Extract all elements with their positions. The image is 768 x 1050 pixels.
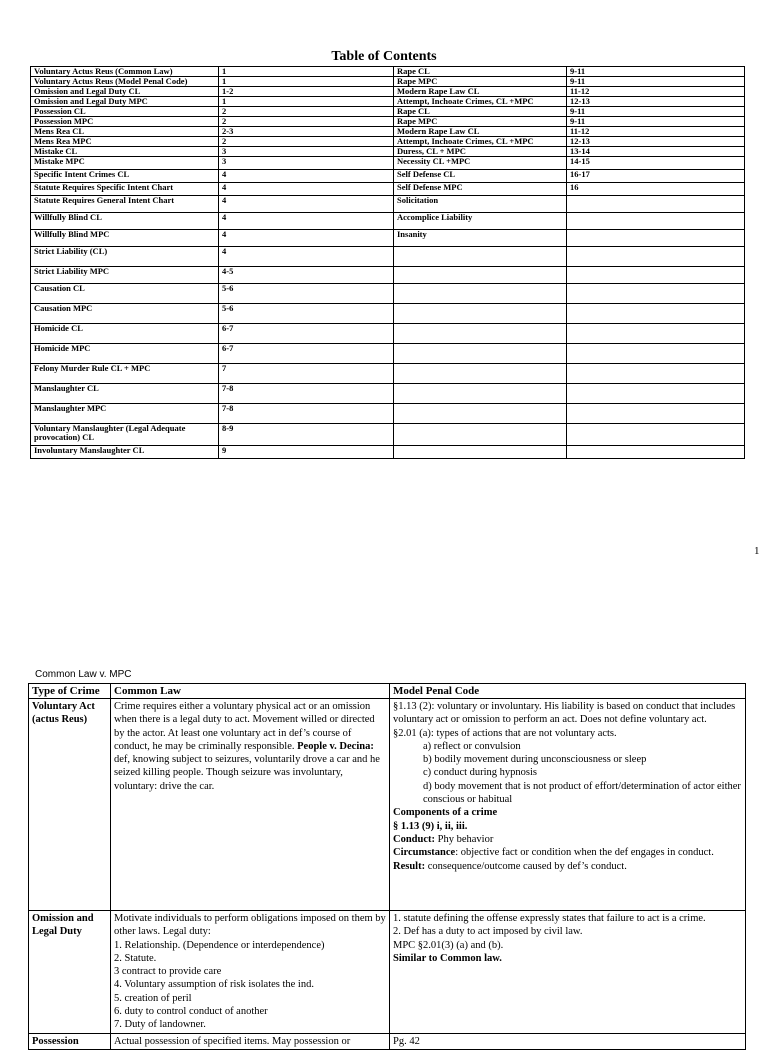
components-heading: Components of a crime: [393, 807, 498, 819]
toc-topic: Self Defense CL: [394, 170, 567, 183]
toc-topic: Homicide CL: [31, 324, 219, 344]
toc-page: 9-11: [567, 117, 745, 127]
cl-voluntary-act-text: Crime requires either a voluntary physical act or an omission when there is a legal duty to act. Movement willed or directed by the actor. At least one voluntary act in def’s course of conduct, he may be criminally responsible.: [114, 701, 375, 752]
toc-page: 4: [219, 196, 394, 213]
toc-page: 7-8: [219, 404, 394, 424]
toc-row: [31, 284, 745, 304]
mpc-list-item: a) reflect or convulsion: [423, 740, 521, 752]
toc-topic: Felony Murder Rule CL + MPC: [31, 364, 219, 384]
circumstance-text: : objective fact or condition when the def engages in conduct.: [455, 847, 714, 859]
toc-topic: Willfully Blind MPC: [31, 230, 219, 247]
toc-page: 4: [219, 230, 394, 247]
cl-omission-line: 3 contract to provide care: [114, 966, 222, 978]
conduct-label: Conduct:: [393, 833, 436, 845]
cl-omission-line: 5. creation of peril: [114, 992, 192, 1004]
row-possession: [29, 1034, 746, 1050]
toc-topic: Possession CL: [31, 107, 219, 117]
toc-topic: Voluntary Manslaughter (Legal Adequate provocation) CL: [31, 424, 219, 446]
cl-voluntary-act: [111, 699, 390, 911]
toc-topic: Mens Rea CL: [31, 127, 219, 137]
toc-topic: [394, 364, 567, 384]
toc-topic: Necessity CL +MPC: [394, 157, 567, 170]
mpc-list-item: c) conduct during hypnosis: [423, 767, 538, 779]
toc-page: 2: [219, 137, 394, 147]
toc-topic: Mens Rea MPC: [31, 137, 219, 147]
toc-row: [31, 147, 745, 157]
conduct-text: Phy behavior: [437, 833, 494, 845]
toc-row: [31, 304, 745, 324]
toc-page: 1: [219, 77, 394, 87]
comparison-header-row: [29, 684, 746, 699]
components-reference: § 1.13 (9) i, ii, iii.: [393, 820, 468, 832]
toc-topic: Duress, CL + MPC: [394, 147, 567, 157]
toc-row: [31, 424, 745, 446]
result-text: consequence/outcome caused by def’s conduct.: [427, 860, 627, 872]
toc-row: [31, 127, 745, 137]
toc-row: [31, 364, 745, 384]
toc-page: 5-6: [219, 304, 394, 324]
toc-topic: Specific Intent Crimes CL: [31, 170, 219, 183]
toc-row: [31, 183, 745, 196]
mpc-omission-line: MPC §2.01(3) (a) and (b).: [393, 939, 504, 951]
toc-page: 16-17: [567, 170, 745, 183]
toc-row: [31, 97, 745, 107]
toc-page: 16: [567, 183, 745, 196]
toc-topic: Manslaughter MPC: [31, 404, 219, 424]
toc-row: [31, 267, 745, 284]
toc-row: [31, 77, 745, 87]
toc-page: [567, 424, 745, 446]
toc-topic: [394, 404, 567, 424]
toc-page: 12-13: [567, 97, 745, 107]
toc-table: [30, 66, 745, 459]
toc-page: 4: [219, 170, 394, 183]
mpc-possession: Pg. 42: [390, 1034, 746, 1050]
toc-page: 6-7: [219, 324, 394, 344]
toc-row: [31, 196, 745, 213]
toc-page: [567, 247, 745, 267]
toc-topic: Solicitation: [394, 196, 567, 213]
toc-page: 2: [219, 107, 394, 117]
toc-topic: Mistake CL: [31, 147, 219, 157]
toc-page: [567, 344, 745, 364]
toc-page: 13-14: [567, 147, 745, 157]
toc-page: 5-6: [219, 284, 394, 304]
row-voluntary-act: [29, 699, 746, 911]
mpc-similar-note: Similar to Common law.: [393, 952, 502, 964]
toc-page: [567, 284, 745, 304]
toc-topic: Statute Requires Specific Intent Chart: [31, 183, 219, 196]
toc-page: 4: [219, 213, 394, 230]
toc-page: [567, 404, 745, 424]
toc-page: 7-8: [219, 384, 394, 404]
toc-page: 12-13: [567, 137, 745, 147]
toc-topic: Insanity: [394, 230, 567, 247]
toc-page: [567, 196, 745, 213]
result-label: Result:: [393, 860, 426, 872]
cl-omission-line: 4. Voluntary assumption of risk isolates the ind.: [114, 979, 314, 991]
toc-topic: Modern Rape Law CL: [394, 87, 567, 97]
toc-page: 6-7: [219, 344, 394, 364]
toc-topic: Strict Liability MPC: [31, 267, 219, 284]
toc-row: [31, 213, 745, 230]
toc-page: 11-12: [567, 127, 745, 137]
toc-page: [567, 364, 745, 384]
toc-page: [567, 324, 745, 344]
toc-topic: Rape CL: [394, 107, 567, 117]
toc-page: [567, 304, 745, 324]
toc-topic: Manslaughter CL: [31, 384, 219, 404]
toc-page: 9-11: [567, 67, 745, 77]
toc-row: [31, 137, 745, 147]
toc-row: [31, 247, 745, 267]
mpc-voluntary-act: [390, 699, 746, 911]
mpc-list-item: d) body movement that is not product of effort/determination of actor either conscious or habitual: [423, 780, 741, 806]
toc-page: 4: [219, 247, 394, 267]
toc-topic: [394, 247, 567, 267]
cl-omission-line: 2. Statute.: [114, 952, 157, 964]
header-type-of-crime: Type of Crime: [29, 684, 111, 699]
type-possession: Possession: [29, 1034, 111, 1050]
toc-topic: [394, 284, 567, 304]
toc-topic: Mistake MPC: [31, 157, 219, 170]
toc-row: [31, 230, 745, 247]
circumstance-label: Circumstance: [393, 847, 456, 859]
toc-topic: Willfully Blind CL: [31, 213, 219, 230]
mpc-omission-line: 2. Def has a duty to act imposed by civil law.: [393, 926, 583, 938]
toc-row: [31, 67, 745, 77]
toc-page: [567, 213, 745, 230]
row-omission-legal-duty: [29, 911, 746, 1034]
comparison-caption: Common Law v. MPC: [35, 669, 132, 680]
toc-page: [567, 384, 745, 404]
toc-topic: Causation CL: [31, 284, 219, 304]
toc-row: [31, 157, 745, 170]
cl-omission-line: 1. Relationship. (Dependence or interdependence): [114, 939, 325, 951]
toc-row: [31, 87, 745, 97]
toc-topic: Rape MPC: [394, 117, 567, 127]
mpc-omission-line: 1. statute defining the offense expressly states that failure to act is a crime.: [393, 913, 706, 924]
comparison-table: [28, 683, 746, 1050]
toc-topic: Attempt, Inchoate Crimes, CL +MPC: [394, 97, 567, 107]
cl-omission-legal-duty: [111, 911, 390, 1034]
toc-topic: Involuntary Manslaughter CL: [31, 446, 219, 459]
header-common-law: Common Law: [111, 684, 390, 699]
toc-page: 3: [219, 157, 394, 170]
page-number: 1: [754, 545, 760, 557]
toc-page: 11-12: [567, 87, 745, 97]
toc-topic: Omission and Legal Duty CL: [31, 87, 219, 97]
toc-page: 9-11: [567, 77, 745, 87]
mpc-section-201: §2.01 (a): types of actions that are not voluntary acts.: [393, 727, 617, 739]
toc-topic: Accomplice Liability: [394, 213, 567, 230]
toc-topic: Attempt, Inchoate Crimes, CL +MPC: [394, 137, 567, 147]
toc-page: [567, 230, 745, 247]
toc-topic: Self Defense MPC: [394, 183, 567, 196]
toc-page: 1-2: [219, 87, 394, 97]
toc-page: [567, 267, 745, 284]
toc-row: [31, 324, 745, 344]
type-voluntary-act: Voluntary Act (actus Reus): [29, 699, 111, 911]
toc-topic: [394, 344, 567, 364]
toc-row: [31, 117, 745, 127]
mpc-omission-legal-duty: [390, 911, 746, 1034]
toc-row: [31, 384, 745, 404]
toc-topic: [394, 304, 567, 324]
toc-row: [31, 107, 745, 117]
toc-page: 3: [219, 147, 394, 157]
toc-topic: Omission and Legal Duty MPC: [31, 97, 219, 107]
toc-topic: [394, 424, 567, 446]
toc-topic: Possession MPC: [31, 117, 219, 127]
toc-page: 1: [219, 67, 394, 77]
toc-topic: Rape MPC: [394, 77, 567, 87]
toc-topic: [394, 446, 567, 459]
case-name-people-v-decina: People v. Decina:: [297, 740, 374, 752]
toc-row: [31, 170, 745, 183]
toc-page: 9-11: [567, 107, 745, 117]
toc-title: Table of Contents: [331, 49, 437, 64]
toc-row: [31, 344, 745, 364]
cl-omission-line: Motivate individuals to perform obligations imposed on them by other laws. Legal duty:: [114, 913, 386, 938]
header-model-penal-code: Model Penal Code: [390, 684, 746, 699]
toc-row: [31, 404, 745, 424]
toc-topic: Voluntary Actus Reus (Common Law): [31, 67, 219, 77]
toc-page: 14-15: [567, 157, 745, 170]
toc-page: 9: [219, 446, 394, 459]
toc-topic: [394, 324, 567, 344]
toc-page: 2: [219, 117, 394, 127]
toc-topic: Causation MPC: [31, 304, 219, 324]
toc-topic: Rape CL: [394, 67, 567, 77]
toc-page: 7: [219, 364, 394, 384]
cl-omission-line: 6. duty to control conduct of another: [114, 1006, 268, 1018]
toc-topic: Homicide MPC: [31, 344, 219, 364]
toc-page: 4-5: [219, 267, 394, 284]
toc-topic: Statute Requires General Intent Chart: [31, 196, 219, 213]
toc-page: 4: [219, 183, 394, 196]
mpc-intro: §1.13 (2): voluntary or involuntary. His liability is based on conduct that includes voluntary act or omission to perform an act. Does not define voluntary act.: [393, 701, 736, 726]
cl-possession: Actual possession of specified items. May possession or: [111, 1034, 390, 1050]
type-omission-legal-duty: Omission and Legal Duty: [29, 911, 111, 1034]
toc-page: 1: [219, 97, 394, 107]
toc-topic: [394, 267, 567, 284]
toc-topic: Strict Liability (CL): [31, 247, 219, 267]
toc-topic: [394, 384, 567, 404]
case-description: def, knowing subject to seizures, voluntarily drove a car and he seized killing people. Though seizure was involuntary, voluntary: drive the car.: [114, 754, 380, 792]
toc-page: 2-3: [219, 127, 394, 137]
toc-page: 8-9: [219, 424, 394, 446]
toc-topic: Modern Rape Law CL: [394, 127, 567, 137]
toc-row: [31, 446, 745, 459]
toc-page: [567, 446, 745, 459]
mpc-list-item: b) bodily movement during unconsciousness or sleep: [423, 754, 647, 766]
cl-omission-line: 7. Duty of landowner.: [114, 1019, 206, 1031]
toc-topic: Voluntary Actus Reus (Model Penal Code): [31, 77, 219, 87]
